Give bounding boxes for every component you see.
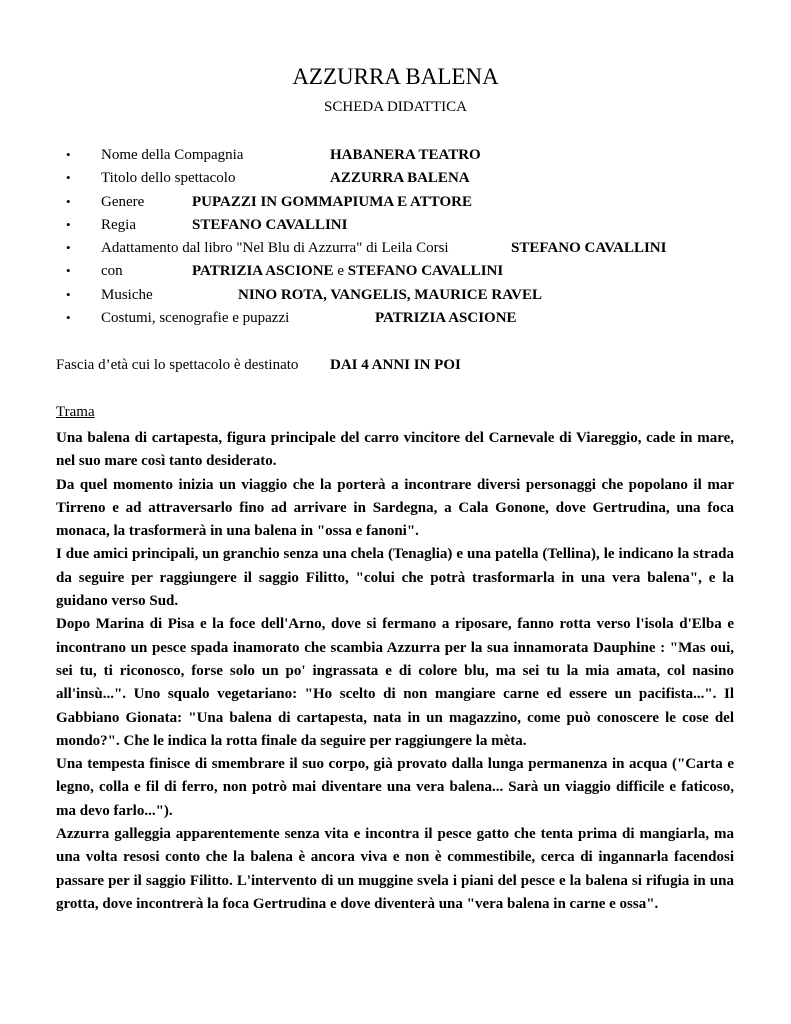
detail-regia [0, 215, 791, 238]
detail-genere [0, 192, 791, 215]
bullet-symbol: • [66, 193, 71, 209]
detail-label: Genere [101, 193, 145, 210]
detail-value: STEFANO CAVALLINI [347, 263, 504, 280]
detail-value: STEFANO CAVALLINI [192, 216, 348, 233]
detail-adattamento [0, 238, 791, 261]
detail-label: Nome della Compagnia [101, 147, 244, 163]
detail-value: STEFANO CAVALLINI [511, 240, 667, 257]
trama-paragraph: Una balena di cartapesta, figura principale del carro vincitore del Carnevale di Viareggio, cade in mare, nel suo mare così tanto desiderato. [56, 430, 734, 470]
detail-label: Costumi, scenografie e pupazzi [101, 310, 290, 327]
detail-con [0, 261, 791, 284]
detail-value: AZZURRA BALENA [330, 170, 470, 187]
detail-value: NINO ROTA, VANGELIS, MAURICE RAVEL [238, 286, 542, 303]
trama-paragraph: Dopo Marina di Pisa e la foce dell'Arno, dove si fermano a riposare, fanno rotta verso l'isola d'Elba e incontrano un pesce spada inamorato che scambia Azzurra per la sua innamorata Dauphine : "Mas oui, sei tu, ti riconosco, forse solo un po' ingrassata e di colore blu, ma sei tu la mia amata, col nasino all'insù...". Uno squalo vegetariano: "Ho scelto di non mangiare carne ed essere un pacifista...". Il Gabbiano Gionata: "Una balena di cartapesta, nata in un magazzino, come può conoscere le cose del mondo?". Che le indica la rotta finale da seguire per raggiungere la mèta. [56, 616, 734, 749]
detail-label: Regia [101, 216, 136, 233]
trama-heading: Trama [56, 404, 95, 420]
detail-compagnia [0, 145, 791, 168]
detail-label: Adattamento dal libro "Nel Blu di Azzurra" di Leila Corsi [101, 240, 449, 257]
bullet-symbol: • [66, 263, 71, 279]
bullet-symbol: • [66, 310, 71, 326]
detail-value: HABANERA TEATRO [330, 147, 481, 163]
trama-body [56, 427, 734, 916]
trama-paragraph: Azzurra galleggia apparentemente senza vita e incontra il pesce gatto che tenta prima di mangiarla, ma una volta resosi conto che la balena è ancora viva e non è commestibile, cerca di ingannarla facendosi passare per il saggio Filitto. L'intervento di un muggine svela i piani del pesce e la balena si rifugia in una grotta, dove incontrerà la foca Gertrudina e dove diventerà una "vera balena in carne e ossa". [56, 826, 734, 912]
detail-costumi [0, 308, 791, 331]
bullet-symbol: • [66, 240, 71, 256]
detail-value: PATRIZIA ASCIONE [192, 263, 334, 280]
bullet-symbol: • [66, 216, 71, 232]
bullet-symbol: • [66, 286, 71, 302]
detail-musiche [0, 285, 791, 308]
age-range-label: Fascia d’età cui lo spettacolo è destinato [56, 357, 299, 373]
detail-conjunction: e [337, 263, 344, 280]
detail-value: PUPAZZI IN GOMMAPIUMA E ATTORE [192, 193, 473, 210]
bullet-symbol: • [66, 147, 71, 162]
details-list [0, 145, 791, 331]
document-title: AZZURRA BALENA [292, 64, 499, 89]
detail-value: PATRIZIA ASCIONE [375, 310, 517, 327]
trama-paragraph: Da quel momento inizia un viaggio che la porterà a incontrare diversi personaggi che popolano il mar Tirreno e ad attraversarlo fino ad arrivare in Sardegna, a Cala Gonone, dove Gertrudina, una foca monaca, la trasformerà in una balena in "ossa e fanoni". [56, 476, 734, 540]
document-subtitle: SCHEDA DIDATTICA [324, 99, 467, 115]
trama-paragraph: I due amici principali, un granchio senza una chela (Tenaglia) e una patella (Tellina), le indicano la strada da seguire per raggiungere il saggio Filitto, "colui che potrà trasformarla in una vera balena", e la guidano verso Sud. [56, 546, 734, 610]
detail-value-group [192, 261, 503, 281]
detail-label: Titolo dello spettacolo [101, 170, 236, 187]
trama-paragraph: Una tempesta finisce di smembrare il suo corpo, già provato dalla lunga permanenza in acqua ("Carta e legno, colla e fil di ferro, non potrò mai diventare una vera balena... Sarà un viaggio difficile e faticoso, ma devo farlo..."). [56, 756, 734, 819]
detail-label: Musiche [101, 286, 153, 303]
detail-label: con [101, 263, 123, 280]
age-range-line [56, 357, 461, 374]
age-range-value: DAI 4 ANNI IN POI [330, 357, 461, 373]
detail-titolo [0, 168, 791, 191]
bullet-symbol: • [66, 170, 71, 186]
